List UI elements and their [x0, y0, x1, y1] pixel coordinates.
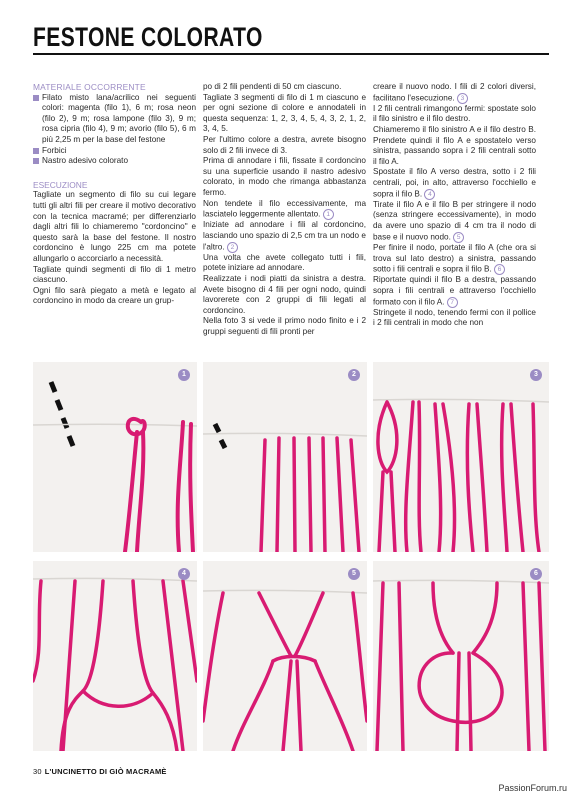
paragraph: Tagliate quindi segmenti di filo di 1 metro ciascuno. [33, 264, 196, 285]
photo-ref-number: 7 [447, 297, 458, 308]
step-photo-6 [373, 561, 549, 751]
material-item: Filato misto lana/acrilico nei seguenti colori: magenta (filo 1), 6 m; rosa neon (filo 2), 9 m; rosa lampone (filo 3), 9 m; rosa cipria (filo 4), 9 m; avorio (filo 5), 6 m più 2,25 m per la base del festone [33, 93, 196, 146]
photo-ref-number: 3 [457, 93, 468, 104]
step-photo-1 [33, 362, 197, 552]
paragraph: Tagliate un segmento di filo su cui legare tutti gli altri fili per creare il motivo decorativo con la tecnica macramé; per differenziarlo dagli altri fili lo chiameremo "cordoncino" e questo sarà la base del festone. Il nostro cordoncino è lungo 225 cm ma potete allungarlo o accorciarlo a necessità. [33, 190, 196, 263]
photo-ref-number: 6 [494, 264, 505, 275]
yarn-illustration [373, 561, 549, 751]
paragraph-text: Per finire il nodo, portate il filo A (che ora si trova sul lato destro) a sinistra, passando sotto i fili centrali e sopra il filo B. [373, 242, 536, 274]
page-title: FESTONE COLORATO [33, 22, 263, 52]
paragraph-text: Spostate il filo A verso destra, sotto i 2 fili centrali, poi, in alto, attraverso l'occhiello e sopra il filo B. [373, 167, 536, 199]
photo-number-badge: 4 [178, 568, 190, 580]
paragraph [203, 220, 366, 252]
paragraph: po di 2 fili pendenti di 50 cm ciascuno. [203, 82, 342, 91]
step-photo-4 [33, 561, 197, 751]
paragraph: Ogni filo sarà piegato a metà e legato al cordoncino in modo da creare un grup- [33, 285, 196, 306]
photo-number-badge: 2 [348, 369, 360, 381]
step-photo-2 [203, 362, 367, 552]
paragraph [373, 275, 536, 307]
yarn-illustration [373, 362, 549, 552]
photo-ref-number: 1 [323, 209, 334, 220]
photo-ref-number: 2 [227, 242, 238, 253]
paragraph-text: creare il nuovo nodo. I fili di 2 colori diversi, facilitano l'esecuzione. [373, 82, 536, 103]
yarn-illustration [33, 362, 197, 552]
photo-number-badge: 5 [348, 568, 360, 580]
photo-number-badge: 1 [178, 369, 190, 381]
step-photo-5 [203, 561, 367, 751]
paragraph: I 2 fili centrali rimangono fermi: spostate solo il filo sinistro e il filo destro. [373, 103, 536, 124]
yarn-illustration [33, 561, 197, 751]
paragraph-text: Iniziate ad annodare i fili al cordoncino, lasciando uno spazio di 2,5 cm tra un nodo e l'altro. [203, 220, 366, 252]
paragraph [373, 243, 536, 275]
paragraph: Una volta che avete collegato tutti i fili, potete iniziare ad annodare. [203, 252, 366, 273]
paragraph-text: Tirate il filo A e il filo B per stringere il nodo (senza stringere eccessivamente), in modo da avere uno spazio di 4 cm tra il nodo di base e il nuovo nodo. [373, 199, 536, 242]
paragraph-text: Riportate quindi il filo B a destra, passando sopra i fili centrali e attraverso l'occhiello formato con il filo A. [373, 275, 536, 307]
photo-number-badge: 6 [530, 568, 542, 580]
step-photo-3 [373, 362, 549, 552]
text-column-1 [33, 82, 196, 307]
magazine-name: L'UNCINETTO DI GIÒ MACRAMÈ [44, 767, 167, 776]
paragraph: Nella foto 3 si vede il primo nodo finito e i 2 gruppi seguenti di fili pronti per [203, 316, 366, 336]
paragraph-text: Non tendete il filo eccessivamente, ma lasciatelo leggermente allentato. [203, 198, 366, 219]
yarn-illustration [203, 561, 367, 751]
materials-heading: MATERIALE OCCORRENTE [33, 82, 146, 92]
paragraph: Per l'ultimo colore a destra, avrete bisogno solo di 2 fili invece di 3. [203, 134, 366, 155]
yarn-illustration [203, 362, 367, 552]
paragraph [203, 199, 366, 221]
paragraph [373, 82, 536, 104]
photo-ref-number: 5 [453, 232, 464, 243]
photo-number-badge: 3 [530, 369, 542, 381]
text-column-3 [373, 82, 536, 329]
execution-heading: ESECUZIONE [33, 179, 88, 190]
title-rule [33, 53, 549, 55]
paragraph: Realizzate i nodi piatti da sinistra a destra. Avete bisogno di 4 fili per ogni nodo, quindi lavorerete con 2 gruppi di fili legati al cordoncino. [203, 274, 366, 315]
paragraph [373, 200, 536, 243]
material-item: Forbici [33, 146, 196, 157]
paragraph: Prima di annodare i fili, fissate il cordoncino su una superficie usando il nastro adesivo colorato, in modo che rimanga abbastanza fermo. [203, 156, 366, 197]
page-number: 30 [33, 767, 42, 776]
paragraph: Chiameremo il filo sinistro A e il filo destro B. Prendete quindi il filo A e spostatelo verso sinistra, passando sopra i 2 fili centrali sotto il filo A. [373, 125, 536, 166]
paragraph: Tagliate 3 segmenti di filo di 1 m ciascuno e per ogni sezione di colore e annodateli in questa sequenza: 1, 2, 3, 4, 5, 4, 3, 2, 1, 2, 3, 4, 5. [203, 92, 366, 134]
paragraph [373, 167, 536, 199]
page-footer [33, 767, 167, 776]
watermark: PassionForum.ru [498, 783, 567, 793]
paragraph: Stringete il nodo, tenendo fermi con il pollice i 2 fili centrali in modo che non [373, 307, 536, 328]
material-item: Nastro adesivo colorato [33, 156, 196, 167]
text-column-2 [203, 82, 366, 338]
photo-ref-number: 4 [424, 189, 435, 200]
